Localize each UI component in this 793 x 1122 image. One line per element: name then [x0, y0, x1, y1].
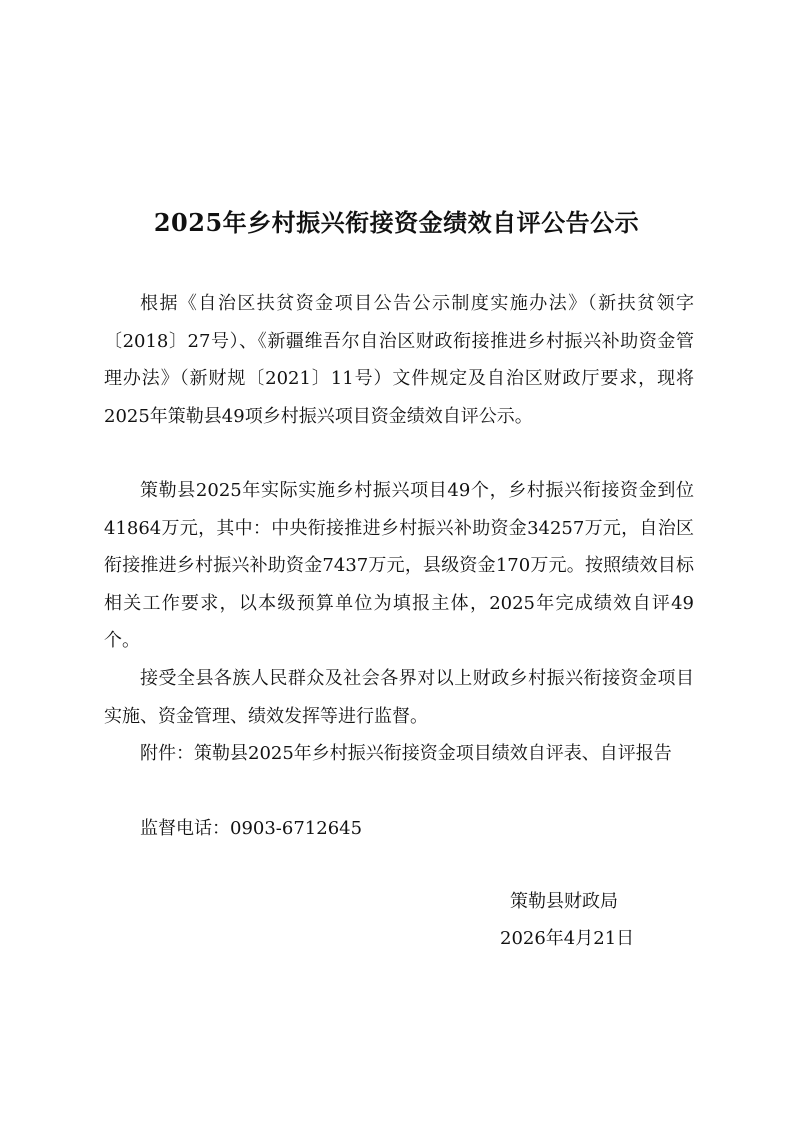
signature-organization: 策勒县财政局 — [510, 891, 618, 912]
paragraph-attachment: 附件：策勒县2025年乡村振兴衔接资金项目绩效自评表、自评报告 — [140, 743, 672, 764]
paragraph-supervision: 接受全县各族人民群众及社会各界对以上财政乡村振兴衔接资金项目实施、资金管理、绩效发挥等进行监督。 — [104, 668, 694, 727]
signature-date: 2026年4月21日 — [500, 928, 635, 949]
paragraph-basis: 根据《自治区扶贫资金项目公告公示制度实施办法》（新扶贫领字〔2018〕27号）、《新疆维吾尔自治区财政衔接推进乡村振兴补助资金管理办法》（新财规〔2021〕11号）文件规定及自治区财政厅要求，现将2025年策勒县49项乡村振兴项目资金绩效自评公示。 — [104, 293, 694, 427]
document-title: 2025年乡村振兴衔接资金绩效自评公告公示 — [153, 208, 640, 237]
paragraph-phone: 监督电话：0903-6712645 — [140, 818, 363, 839]
paragraph-funding: 策勒县2025年实际实施乡村振兴项目49个，乡村振兴衔接资金到位41864万元，其中：中央衔接推进乡村振兴补助资金34257万元，自治区衔接推进乡村振兴补助资金7437万元，县级资金170万元。按照绩效目标相关工作要求，以本级预算单位为填报主体，2025年完成绩效自评49个。 — [104, 480, 694, 652]
